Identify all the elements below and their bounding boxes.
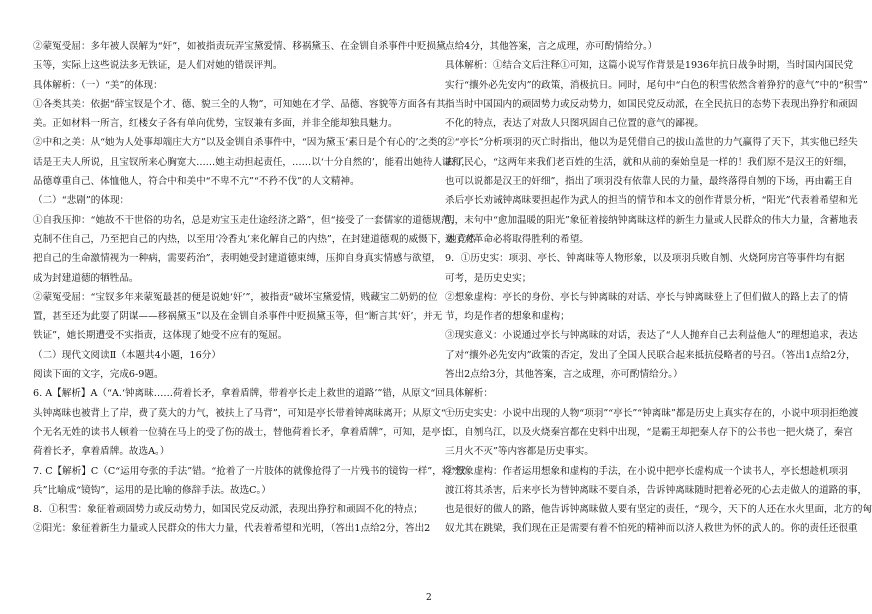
text-line: ②“亭长”分析项羽的灭亡时指出，他以为是凭借自己的拔山盖世的力气赢得了天下，其实他已经失 <box>445 137 858 149</box>
text-line: ①自我压抑：“她故不干世俗的功名，总是劝宝玉走仕途经济之路”，但“接受了一套儒家的道德规范， <box>33 214 461 226</box>
text-line: 克制不住自己，乃至把自己的内热，以至用‘冷香丸’来化解自己的内热”，在封建道德观的威慑下，她竟然 <box>33 233 476 245</box>
text-line: 了对“攘外必先安内”政策的否定，发出了全国人民联合起来抵抗侵略者的号召。（答出1点给2分， <box>445 349 856 361</box>
text-line: 铁证”，她长期遭受不实指责，这体现了她受不应有的冤屈。 <box>33 330 288 342</box>
text-line: 明，末句中“愈加温暖的阳光”象征着接纳钟离昧这样的新生力量或人民群众的伟大力量，含蓄地表 <box>445 214 858 226</box>
text-line: 具体解析：①结合文后注释①可知，这篇小说写作背景是1936年抗日战争时期，当时国内国民党 <box>445 60 854 72</box>
page-number: 2 <box>426 593 432 603</box>
text-line: 节，均是作者的想象和虚构； <box>445 311 570 323</box>
right-column <box>445 37 872 539</box>
text-line: ②中和之美：从“她为人处事却端庄大方”以及金钏自杀事件中，“因为黛玉‘素日是个有心的’之类的 <box>33 137 448 149</box>
text-line: 品德尊重自己、体恤他人，符合中和美中“不卑不亢”“不矜不伐”的人文精神。 <box>33 176 360 188</box>
text-line: 兵”比喻成“镜钩”，运用的是比喻的修辞手法。故选C。） <box>33 484 271 496</box>
text-line: 9．①历史实：项羽、亭长、钟离昧等人物形象，以及项羽兵败自刎、火烧阿房宫等事件均有据 <box>445 253 845 265</box>
text-line: （二）现代文阅读Ⅱ（本题共4小题，16分） <box>33 349 221 361</box>
text-line: 8．①积雪：象征着顽固势力或反动势力，如国民党反动派，表现出狰狞和顽固不化的特点； <box>33 504 423 516</box>
text-line: 杀后亭长劝诫钟离昧要担起作为武人的担当的情节和本文的创作背景分析，“阳光”代表着希望和光 <box>445 195 858 207</box>
text-line: 话是王夫人所说，且宝钗所来心胸宽大……她主动担起责任，……以‘十分自然的’，能看出她待人谦和， <box>33 156 471 168</box>
text-line: ①各类其美：依据“薛宝钗是个才、德、貌三全的人物”，可知她在才学、品德、容貌等方面各有其 <box>33 98 446 110</box>
text-line: ①历史实史：小说中出现的人物“项羽”“亭长”“钟离昧”都是历史上真实存在的，小说中项羽拒绝渡 <box>445 407 859 419</box>
text-line: 7. C【解析】C（C“运用夸张的手法”错。“抢着了一片肢体的就像抢得了一片残书的镜钩一样”，将“汉 <box>33 465 466 477</box>
text-line: ②蒙冤受屈：多年被人误解为“奸”，如被指责玩弄宝黛爱情、移祸黛玉、在金钏自杀事件中贬损黛 <box>33 41 446 52</box>
text-line: 去了民心，“这两年来我们老百姓的生活，就和从前的秦始皇是一样的！我们原不是汉王的奸细， <box>445 156 853 168</box>
text-line: ②想象虚构：亭长的身份、亭长与钟离昧的对话、亭长与钟离昧登上了但们做人的路上去了的情 <box>445 291 848 303</box>
text-line: ②蒙冤受屈：“宝钗多年来蒙冤最甚的便是说她‘奸’”，被指责“破坏宝黛爱情，贱藏宝二奶奶的位 <box>33 291 438 303</box>
text-line: 点给4分，其他答案，言之成理，亦可酌情给分。） <box>445 41 658 52</box>
text-line: 答出2点给3分，其他答案，言之成理，亦可酌情给分。） <box>445 369 683 381</box>
text-line: 具体解析： <box>445 388 493 400</box>
left-column <box>33 37 476 539</box>
text-line: 具体解析：（一）“美”的体现： <box>33 79 163 91</box>
text-line: 玉等，实际上这些说法多无铁证，是人们对她的错误评判。 <box>33 60 283 72</box>
text-line: 渡江将其杀害，后来亭长为替钟离昧不要自杀，告诉钟离昧随时把着必死的心去走做人的道路的事， <box>445 484 868 496</box>
text-line: ③现实意义：小说通过亭长与钟离昧的对话，表达了“人人抛弃自己去利益他人”的理想追求，表达 <box>445 330 858 342</box>
text-line: 荷着长矛，拿着盾牌。故选A。） <box>33 446 170 458</box>
text-line: 可考，是历史史实； <box>445 272 532 284</box>
text-line: 6. A【解析】A（“A.‘钟离昧……荷着长矛，拿着盾牌，带着亭长走上救世的道路’”错，从原文“回 <box>33 388 445 400</box>
text-line: 头钟离昧也被背上了岸，费了莫大的力气，被扶上了马背”，可知是亭长带着钟离昧离开；从原文“一 <box>33 407 456 419</box>
text-line: 不化的特点，表达了对敌人只图巩固自己位置的意气的鄙视。 <box>445 118 705 130</box>
text-line: 奴尤其在跳梁，我们现在正是需要有着不怕死的精神而以济人救世为怀的武人的。你的责任还很重 <box>445 523 858 535</box>
text-line: 江，自刎乌江，以及火烧秦宫都在史料中出现，“是霸王却把秦人存下的公书也一把火烧了，秦宫 <box>445 426 853 438</box>
text-line: 个无名无姓的读书人顿着一位骑在马上的受了伤的战士，替他荷着长矛，拿着盾牌”，可知，是亭长 <box>33 426 451 438</box>
text-line: 成为封建道德的牺牲品。 <box>33 272 139 284</box>
text-line: 把自己的生命激情视为一种病，需要药治”，表明她受封建道德束缚，压抑自身真实情感与欲望， <box>33 253 441 265</box>
text-line: 也是很好的做人的路，他告诉钟离昧做人要有坚定的责任，“现今，天下的人还在水火里面，北方的匈 <box>445 504 872 516</box>
text-line: 三月火不灭”等内容都是历史事实。 <box>445 446 594 458</box>
text-line: 指当时中国国内的顽固势力或反动势力，如国民党反动派，在全民抗日的态势下表现出狰狞和顽固 <box>445 98 858 110</box>
text-line: ②阳光：象征着新生力量或人民群众的伟大力量，代表着希望和光明，（答出1点给2分，答出2 <box>33 523 431 535</box>
text-line: 也可以说都是汉王的奸细”，指出了项羽没有依靠人民的力量，最终落得自刎的下场，再由霸王自 <box>445 176 853 188</box>
text-line: （二）“悲剧”的体现： <box>33 195 130 207</box>
text-line: 阅读下面的文字，完成6-9题。 <box>33 369 164 381</box>
text-line: 置，甚至还为此耍了阴谋——移祸黛玉”以及在金钏自杀事件中贬损黛玉等，但“断言其‘奸’，并无 <box>33 311 443 323</box>
text-line: ②想象虚构：作者运用想象和虚构的手法，在小说中把亭长虚构成一个读书人，亭长想趁机项羽 <box>445 465 848 477</box>
text-line: 达了对革命必将取得胜利的希望。 <box>445 233 589 245</box>
text-line: 实行“攘外必先安内”的政策，消极抗日。同时，尾句中“白色的积雪依然含着狰狞的意气”中的“积雪” <box>445 79 868 91</box>
text-line: 美。正如材料一所言，红楼女子各有单向优势，宝钗兼有多面，并非全能却独具魅力。 <box>33 118 398 130</box>
